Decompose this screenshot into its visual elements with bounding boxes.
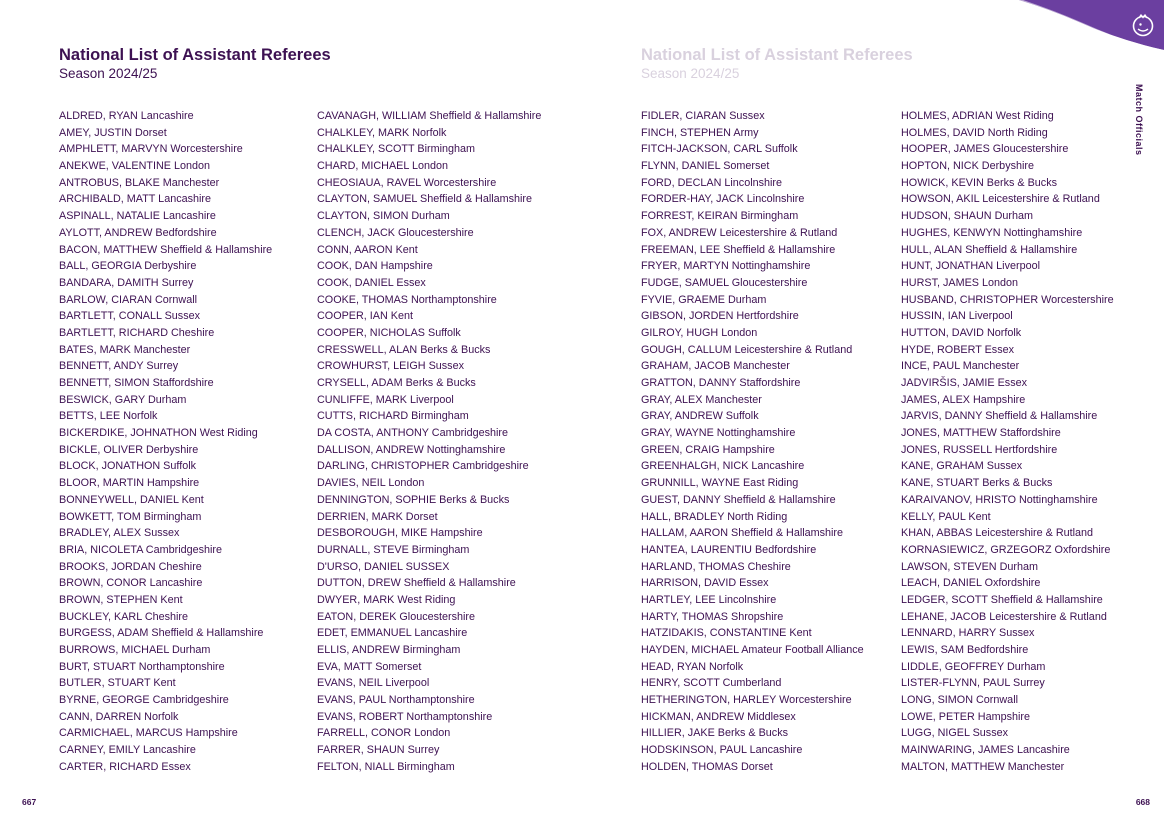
referee-entry: GREEN, CRAIG Hampshire bbox=[641, 443, 775, 456]
referee-entry: CROWHURST, LEIGH Sussex bbox=[317, 360, 464, 373]
referee-entry: BOWKETT, TOM Birmingham bbox=[59, 510, 202, 523]
referee-entry: BLOCK, JONATHON Suffolk bbox=[59, 460, 196, 473]
referee-entry: HENRY, SCOTT Cumberland bbox=[641, 677, 782, 690]
referee-entry: HOLDEN, THOMAS Dorset bbox=[641, 760, 773, 773]
referee-entry: FLYNN, DANIEL Somerset bbox=[641, 160, 770, 173]
corner-swoosh bbox=[1019, 0, 1164, 50]
referee-entry: ELLIS, ANDREW Birmingham bbox=[317, 644, 461, 656]
referee-entry: DARLING, CHRISTOPHER Cambridgeshire bbox=[317, 460, 529, 473]
referee-entry: FINCH, STEPHEN Army bbox=[641, 126, 759, 139]
referee-entry: BUCKLEY, KARL Cheshire bbox=[59, 610, 189, 623]
referee-entry: HYDE, ROBERT Essex bbox=[901, 343, 1014, 356]
page-title-faded: National List of Assistant Referees bbox=[641, 46, 913, 64]
referee-entry: DURNALL, STEVE Birmingham bbox=[317, 543, 470, 556]
referee-entry: BARTLETT, RICHARD Cheshire bbox=[59, 326, 215, 339]
referee-entry: CLAYTON, SIMON Durham bbox=[317, 210, 450, 223]
referee-entry: JAMES, ALEX Hampshire bbox=[901, 393, 1026, 406]
referee-entry: ANTROBUS, BLAKE Manchester bbox=[59, 176, 220, 189]
referee-entry: DUTTON, DREW Sheffield & Hallamshire bbox=[317, 577, 516, 590]
referee-entry: JONES, MATTHEW Staffordshire bbox=[901, 427, 1061, 440]
referee-entry: BRIA, NICOLETA Cambridgeshire bbox=[59, 543, 223, 556]
referee-entry: HOLMES, ADRIAN West Riding bbox=[901, 110, 1054, 122]
referee-entry: BANDARA, DAMITH Surrey bbox=[59, 276, 194, 289]
referee-entry: HATZIDAKIS, CONSTANTINE Kent bbox=[641, 627, 812, 640]
referee-entry: CARMICHAEL, MARCUS Hampshire bbox=[59, 727, 238, 740]
referee-entry: LAWSON, STEVEN Durham bbox=[901, 560, 1038, 573]
referee-entry: HOLMES, DAVID North Riding bbox=[901, 126, 1048, 139]
referee-entry: FARRELL, CONOR London bbox=[317, 727, 451, 740]
referee-entry: COOKE, THOMAS Northamptonshire bbox=[317, 293, 497, 306]
referee-entry: HAYDEN, MICHAEL Amateur Football Alliance bbox=[641, 644, 864, 656]
referee-entry: CUTTS, RICHARD Birmingham bbox=[317, 410, 469, 423]
referee-entry: GILROY, HUGH London bbox=[641, 326, 758, 339]
referee-entry: FITCH-JACKSON, CARL Suffolk bbox=[641, 143, 798, 156]
referee-entry: FORDER-HAY, JACK Lincolnshire bbox=[641, 193, 805, 206]
referee-entry: AMPHLETT, MARVYN Worcestershire bbox=[59, 143, 243, 156]
page-subtitle: Season 2024/25 bbox=[59, 66, 158, 81]
referee-entry: CHALKLEY, MARK Norfolk bbox=[317, 126, 447, 139]
referee-entry: BALL, GEORGIA Derbyshire bbox=[59, 260, 197, 273]
referee-entry: FIDLER, CIARAN Sussex bbox=[641, 110, 765, 122]
referee-entry: KANE, GRAHAM Sussex bbox=[901, 460, 1023, 473]
referee-list-column-3 bbox=[641, 108, 864, 776]
section-label: Match Officials bbox=[1134, 84, 1144, 156]
referee-entry: LENNARD, HARRY Sussex bbox=[901, 627, 1035, 640]
referee-entry: BONNEYWELL, DANIEL Kent bbox=[59, 493, 204, 506]
page-number: 667 bbox=[22, 797, 37, 807]
referee-entry: BURT, STUART Northamptonshire bbox=[59, 660, 225, 673]
referee-entry: MAINWARING, JAMES Lancashire bbox=[901, 744, 1070, 757]
referee-entry: JONES, RUSSELL Hertfordshire bbox=[901, 443, 1058, 456]
referee-entry: HUTTON, DAVID Norfolk bbox=[901, 326, 1022, 339]
referee-entry: BROWN, STEPHEN Kent bbox=[59, 593, 183, 606]
right-page bbox=[582, 0, 1164, 826]
referee-entry: CLAYTON, SAMUEL Sheffield & Hallamshire bbox=[317, 193, 533, 206]
referee-entry: KARAIVANOV, HRISTO Nottinghamshire bbox=[901, 493, 1098, 506]
referee-entry: HILLIER, JAKE Berks & Bucks bbox=[641, 727, 789, 740]
referee-entry: HICKMAN, ANDREW Middlesex bbox=[641, 710, 796, 723]
referee-entry: DENNINGTON, SOPHIE Berks & Bucks bbox=[317, 493, 510, 506]
referee-entry: DALLISON, ANDREW Nottinghamshire bbox=[317, 443, 506, 456]
referee-entry: EVANS, NEIL Liverpool bbox=[317, 677, 430, 690]
referee-entry: BENNETT, SIMON Staffordshire bbox=[59, 377, 214, 389]
referee-entry: DWYER, MARK West Riding bbox=[317, 593, 456, 606]
referee-entry: EVANS, PAUL Northamptonshire bbox=[317, 694, 475, 707]
referee-entry: JADVIRŠIS, JAMIE Essex bbox=[901, 377, 1027, 389]
referee-entry: KANE, STUART Berks & Bucks bbox=[901, 477, 1053, 490]
referee-entry: HODSKINSON, PAUL Lancashire bbox=[641, 744, 803, 757]
referee-entry: BARTLETT, CONALL Sussex bbox=[59, 310, 201, 323]
referee-list-column-1 bbox=[59, 108, 272, 776]
referee-entry: FRYER, MARTYN Nottinghamshire bbox=[641, 260, 811, 273]
referee-entry: HALL, BRADLEY North Riding bbox=[641, 510, 788, 523]
referee-entry: HOOPER, JAMES Gloucestershire bbox=[901, 143, 1069, 156]
referee-entry: GUEST, DANNY Sheffield & Hallamshire bbox=[641, 493, 836, 506]
referee-entry: CANN, DARREN Norfolk bbox=[59, 710, 179, 723]
referee-entry: BESWICK, GARY Durham bbox=[59, 393, 187, 406]
referee-entry: HETHERINGTON, HARLEY Worcestershire bbox=[641, 694, 852, 707]
referee-entry: GRAHAM, JACOB Manchester bbox=[641, 360, 790, 373]
referee-entry: KHAN, ABBAS Leicestershire & Rutland bbox=[901, 527, 1094, 540]
referee-entry: ARCHIBALD, MATT Lancashire bbox=[59, 193, 212, 206]
referee-entry: GRAY, WAYNE Nottinghamshire bbox=[641, 427, 796, 440]
page-number: 668 bbox=[1135, 797, 1150, 807]
referee-entry: LEDGER, SCOTT Sheffield & Hallamshire bbox=[901, 593, 1103, 606]
referee-entry: BURGESS, ADAM Sheffield & Hallamshire bbox=[59, 627, 264, 640]
referee-entry: GRAY, ANDREW Suffolk bbox=[641, 410, 759, 423]
referee-entry: CUNLIFFE, MARK Liverpool bbox=[317, 393, 454, 406]
referee-entry: BYRNE, GEORGE Cambridgeshire bbox=[59, 694, 229, 707]
referee-entry: BATES, MARK Manchester bbox=[59, 343, 191, 356]
page-title: National List of Assistant Referees bbox=[59, 46, 331, 64]
referee-entry: DESBOROUGH, MIKE Hampshire bbox=[317, 527, 483, 540]
page-subtitle-faded: Season 2024/25 bbox=[641, 66, 740, 81]
referee-entry: HUDSON, SHAUN Durham bbox=[901, 210, 1033, 223]
referee-entry: JARVIS, DANNY Sheffield & Hallamshire bbox=[901, 410, 1098, 423]
referee-entry: BARLOW, CIARAN Cornwall bbox=[59, 293, 197, 306]
referee-entry: HUSSIN, IAN Liverpool bbox=[901, 310, 1013, 323]
referee-entry: BENNETT, ANDY Surrey bbox=[59, 360, 179, 373]
referee-entry: CHALKLEY, SCOTT Birmingham bbox=[317, 143, 476, 156]
referee-entry: COOPER, IAN Kent bbox=[317, 310, 414, 323]
referee-entry: HUSBAND, CHRISTOPHER Worcestershire bbox=[901, 293, 1114, 306]
referee-entry: FARRER, SHAUN Surrey bbox=[317, 744, 440, 757]
referee-list-column-2 bbox=[317, 108, 541, 776]
referee-entry: FYVIE, GRAEME Durham bbox=[641, 293, 767, 306]
referee-entry: ASPINALL, NATALIE Lancashire bbox=[59, 210, 216, 223]
referee-entry: BICKERDIKE, JOHNATHON West Riding bbox=[59, 427, 258, 440]
referee-entry: FOX, ANDREW Leicestershire & Rutland bbox=[641, 226, 838, 239]
referee-entry: COOK, DAN Hampshire bbox=[317, 260, 433, 273]
referee-entry: CRESSWELL, ALAN Berks & Bucks bbox=[317, 343, 491, 356]
referee-entry: KELLY, PAUL Kent bbox=[901, 510, 991, 523]
referee-entry: FUDGE, SAMUEL Gloucestershire bbox=[641, 276, 808, 289]
referee-entry: HUGHES, KENWYN Nottinghamshire bbox=[901, 226, 1083, 239]
referee-entry: EATON, DEREK Gloucestershire bbox=[317, 610, 476, 623]
referee-entry: HALLAM, AARON Sheffield & Hallamshire bbox=[641, 527, 844, 540]
referee-entry: BURROWS, MICHAEL Durham bbox=[59, 644, 211, 656]
referee-entry: KORNASIEWICZ, GRZEGORZ Oxfordshire bbox=[901, 543, 1111, 556]
referee-entry: HEAD, RYAN Norfolk bbox=[641, 660, 744, 673]
referee-entry: BROOKS, JORDAN Cheshire bbox=[59, 560, 202, 573]
referee-entry: HULL, ALAN Sheffield & Hallamshire bbox=[901, 243, 1078, 256]
referee-entry: LIDDLE, GEOFFREY Durham bbox=[901, 660, 1046, 673]
referee-entry: LONG, SIMON Cornwall bbox=[901, 694, 1018, 707]
referee-entry: HARRISON, DAVID Essex bbox=[641, 577, 769, 590]
referee-entry: FREEMAN, LEE Sheffield & Hallamshire bbox=[641, 243, 836, 256]
referee-entry: CONN, AARON Kent bbox=[317, 243, 418, 256]
referee-entry: BRADLEY, ALEX Sussex bbox=[59, 527, 180, 540]
referee-entry: HOWICK, KEVIN Berks & Bucks bbox=[901, 176, 1057, 189]
referee-entry: HARTY, THOMAS Shropshire bbox=[641, 610, 784, 623]
referee-entry: GOUGH, CALLUM Leicestershire & Rutland bbox=[641, 343, 853, 356]
referee-entry: CAVANAGH, WILLIAM Sheffield & Hallamshire bbox=[317, 110, 542, 122]
referee-entry: BETTS, LEE Norfolk bbox=[59, 410, 158, 423]
referee-entry: D'URSO, DANIEL SUSSEX bbox=[317, 560, 450, 573]
referee-entry: HOWSON, AKIL Leicestershire & Rutland bbox=[901, 193, 1100, 206]
referee-list-column-4 bbox=[901, 108, 1114, 776]
referee-entry: DA COSTA, ANTHONY Cambridgeshire bbox=[317, 427, 509, 440]
referee-entry: CARNEY, EMILY Lancashire bbox=[59, 744, 196, 757]
referee-entry: FELTON, NIALL Birmingham bbox=[317, 760, 455, 773]
referee-entry: LEHANE, JACOB Leicestershire & Rutland bbox=[901, 610, 1107, 623]
referee-entry: HURST, JAMES London bbox=[901, 276, 1019, 289]
referee-entry: HOPTON, NICK Derbyshire bbox=[901, 160, 1034, 173]
referee-entry: LUGG, NIGEL Sussex bbox=[901, 727, 1009, 740]
referee-entry: BROWN, CONOR Lancashire bbox=[59, 577, 203, 590]
referee-entry: AMEY, JUSTIN Dorset bbox=[59, 126, 167, 139]
referee-entry: HUNT, JONATHAN Liverpool bbox=[901, 260, 1040, 273]
referee-entry: LISTER-FLYNN, PAUL Surrey bbox=[901, 677, 1045, 690]
referee-entry: BACON, MATTHEW Sheffield & Hallamshire bbox=[59, 243, 273, 256]
referee-entry: CLENCH, JACK Gloucestershire bbox=[317, 226, 474, 239]
referee-entry: HARLAND, THOMAS Cheshire bbox=[641, 560, 791, 573]
referee-entry: BUTLER, STUART Kent bbox=[59, 677, 176, 690]
referee-entry: GREENHALGH, NICK Lancashire bbox=[641, 460, 805, 473]
referee-entry: DAVIES, NEIL London bbox=[317, 477, 425, 490]
referee-entry: INCE, PAUL Manchester bbox=[901, 360, 1020, 373]
referee-entry: LEACH, DANIEL Oxfordshire bbox=[901, 577, 1041, 590]
referee-entry: BLOOR, MARTIN Hampshire bbox=[59, 477, 200, 490]
referee-entry: CHEOSIAUA, RAVEL Worcestershire bbox=[317, 176, 497, 189]
referee-entry: CHARD, MICHAEL London bbox=[317, 160, 449, 173]
referee-entry: LOWE, PETER Hampshire bbox=[901, 710, 1030, 723]
referee-entry: HARTLEY, LEE Lincolnshire bbox=[641, 593, 777, 606]
referee-entry: CRYSELL, ADAM Berks & Bucks bbox=[317, 377, 476, 389]
referee-entry: DERRIEN, MARK Dorset bbox=[317, 510, 438, 523]
referee-entry: GIBSON, JORDEN Hertfordshire bbox=[641, 310, 799, 323]
referee-entry: AYLOTT, ANDREW Bedfordshire bbox=[59, 226, 217, 239]
referee-entry: FORREST, KEIRAN Birmingham bbox=[641, 210, 799, 223]
referee-entry: GRAY, ALEX Manchester bbox=[641, 393, 762, 406]
referee-entry: BICKLE, OLIVER Derbyshire bbox=[59, 443, 199, 456]
referee-entry: EVANS, ROBERT Northamptonshire bbox=[317, 710, 493, 723]
referee-entry: COOK, DANIEL Essex bbox=[317, 276, 426, 289]
referee-entry: COOPER, NICHOLAS Suffolk bbox=[317, 326, 461, 339]
referee-entry: MALTON, MATTHEW Manchester bbox=[901, 760, 1065, 773]
referee-entry: FORD, DECLAN Lincolnshire bbox=[641, 176, 783, 189]
corner-banner bbox=[1019, 0, 1164, 62]
referee-entry: GRUNNILL, WAYNE East Riding bbox=[641, 477, 799, 490]
referee-entry: ALDRED, RYAN Lancashire bbox=[59, 110, 194, 122]
referee-entry: GRATTON, DANNY Staffordshire bbox=[641, 377, 801, 389]
referee-entry: EVA, MATT Somerset bbox=[317, 660, 422, 673]
referee-entry: HANTEA, LAURENTIU Bedfordshire bbox=[641, 543, 817, 556]
referee-entry: EDET, EMMANUEL Lancashire bbox=[317, 627, 468, 640]
referee-entry: ANEKWE, VALENTINE London bbox=[59, 160, 211, 173]
referee-entry: CARTER, RICHARD Essex bbox=[59, 760, 191, 773]
referee-entry: LEWIS, SAM Bedfordshire bbox=[901, 644, 1029, 656]
